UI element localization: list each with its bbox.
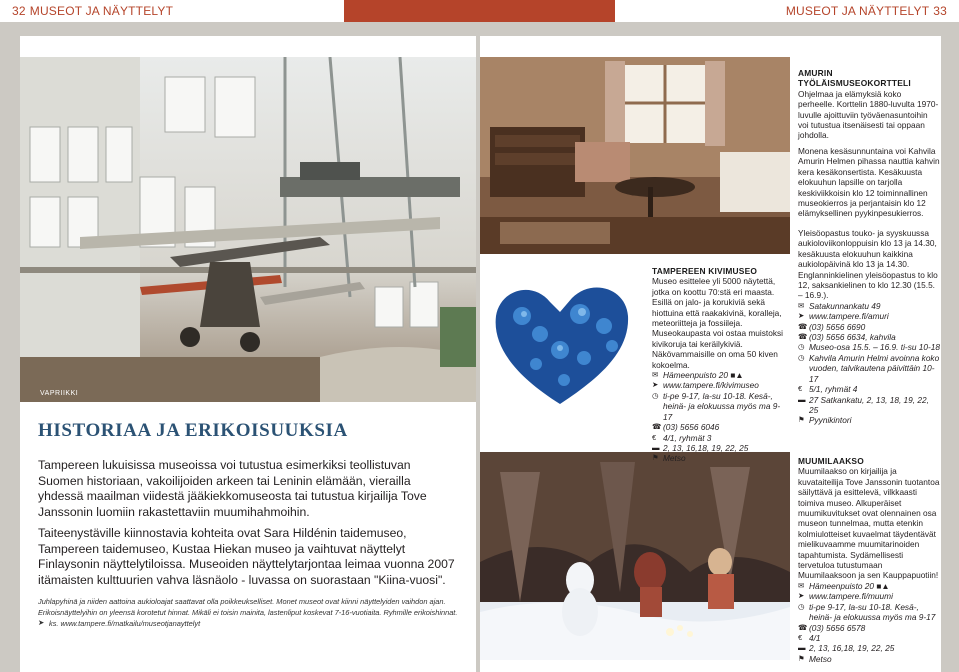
kivimuseo-price: 4/1, ryhmät 3 xyxy=(663,432,712,443)
arrow-link-icon: ➤ xyxy=(798,311,805,321)
right-section-title: MUSEOT JA NÄYTTELYT xyxy=(785,4,930,18)
muumilaakso-parking: Metso xyxy=(809,653,832,664)
amuri-guided-tours: Yleisöopastus touko- ja syyskuussa aukioloviikonloppuisin klo 13 ja 14.30, kesäkuusta elokuuhun kaikkina aukiolopäivinä klo 13 ja 14.30. Englanninkielinen yleisöopastus to klo 12, saksankielinen to klo 12.30 (15.5. – 16.9.). xyxy=(798,228,938,301)
kivimuseo-phone: (03) 5656 6046 xyxy=(663,422,720,433)
amuri-hours1: Museo-osa 15.5. – 16.9. ti-su 10-18 xyxy=(809,342,940,353)
kivimuseo-address: Hämeenpuisto 20 ■▲ xyxy=(663,370,744,381)
phone-icon: ☎ xyxy=(798,321,808,331)
kivimuseo-web-row[interactable] xyxy=(652,380,786,390)
bus-icon: ▬ xyxy=(798,394,806,404)
euro-icon: € xyxy=(798,384,803,394)
amuri-hours1-row xyxy=(798,342,940,352)
amuri-price-row xyxy=(798,384,940,394)
clock-icon: ◷ xyxy=(798,342,805,352)
arrow-link-icon: ➤ xyxy=(652,380,659,390)
arrow-link-icon: ➤ xyxy=(798,591,805,601)
amuri-bus: 27 Satkankatu, 2, 13, 18, 19, 22, 25 xyxy=(809,394,929,415)
footnote-text: Juhlapyhinä ja niiden aattoina aukioloajat saattavat olla poikkeukselliset. Monet museot ovat kiinni näyttelyiden vaihdon ajan. Erikoisnäyttelyihin on yleensä korotetut hinnat. Mikäli ei toisin mainita, lastenliput koskevat 7-16-vuotiaita. Ryhmille erikoishinnat. xyxy=(38,597,458,617)
footnote-link-row[interactable] xyxy=(38,618,463,629)
muumilaakso-parking-row xyxy=(798,654,940,664)
amuri-intro xyxy=(798,68,940,141)
left-page-header xyxy=(12,0,173,22)
muumilaakso-hours: ti-pe 9-17, la-su 10-18. Kesä-, heinä- ja elokuussa myös ma 9-17 xyxy=(809,601,936,623)
kivimuseo-price-row xyxy=(652,433,786,443)
phone-icon: ☎ xyxy=(652,422,662,432)
muumilaakso-title: MUUMILAAKSO xyxy=(798,456,864,466)
muumilaakso-bus-row xyxy=(798,643,940,653)
moomin-diorama-photo xyxy=(480,452,790,660)
muumilaakso-hours-row xyxy=(798,602,940,623)
amuri-room-photo xyxy=(480,57,790,254)
amuri-phone1-row xyxy=(798,322,940,332)
kivimuseo-parking-row xyxy=(652,453,786,463)
flag-icon: ⚑ xyxy=(652,453,659,463)
muumilaakso-phone: (03) 5656 6578 xyxy=(809,622,866,633)
muumilaakso-price: 4/1 xyxy=(809,632,821,643)
kivimuseo-bus-row xyxy=(652,443,786,453)
page-title: HISTORIAA JA ERIKOISUUKSIA xyxy=(38,420,348,441)
muumilaakso-web-link[interactable]: www.tampere.fi/muumi xyxy=(809,591,893,602)
muumilaakso-address-row xyxy=(798,581,940,591)
flag-icon: ⚑ xyxy=(798,653,805,663)
amuri-hours2-row xyxy=(798,353,940,384)
right-page-header xyxy=(786,0,947,22)
kivimuseo-hours-row xyxy=(652,391,786,422)
muumilaakso-description: Muumilaakso on kirjailija ja kuvataiteilija Tove Janssonin tuotantoa säilyttävä ja esittelevä, vilkkaasti toimiva museo. Alkuperäiset muumikuvitukset ovat olennainen osa museon tunnelmaa, mutta etenkin kolmiulotteiset kuvaelmat täydentävät mielikuvaamme muumitarinoiden tapahtumista. Sydämellisesti tervetuloa tutustumaan Muumilaaksoon ja sen Kauppapuotiin! xyxy=(798,466,940,581)
left-section-title: MUSEOT JA NÄYTTELYT xyxy=(29,4,174,18)
mailbox-icon: ✉ xyxy=(652,370,659,380)
muumilaakso-phone-row xyxy=(798,623,940,633)
muumilaakso-price-row xyxy=(798,633,940,643)
amuri-price: 5/1, ryhmät 4 xyxy=(809,384,858,395)
amuri-parking-row xyxy=(798,415,940,425)
amuri-phone1: (03) 5656 6690 xyxy=(809,321,866,332)
footnote xyxy=(38,596,463,629)
museum-hall-photo xyxy=(20,57,476,402)
amuri-phone2-row xyxy=(798,332,940,342)
bus-icon: ▬ xyxy=(652,442,660,452)
phone-icon: ☎ xyxy=(798,622,808,632)
amuri-description: Ohjelmaa ja elämyksiä koko perheelle. Korttelin 1880-luvulta 1970-luvulle ajoittuviin työväenasuntoihin voi tutustua itsenäisesti tai oppaan johdolla. xyxy=(798,88,939,141)
mailbox-icon: ✉ xyxy=(798,300,805,310)
amuri-summer xyxy=(798,146,940,219)
amuri-web-row[interactable] xyxy=(798,311,940,321)
clock-icon: ◷ xyxy=(798,601,805,611)
kivimuseo-phone-row xyxy=(652,422,786,432)
muumilaakso-details xyxy=(798,456,940,664)
amuri-parking: Pyynikintori xyxy=(809,415,852,426)
amuri-web-link[interactable]: www.tampere.fi/amuri xyxy=(809,311,889,322)
clock-icon: ◷ xyxy=(652,390,659,400)
kivimuseo-title: TAMPEREEN KIVIMUSEO xyxy=(652,266,758,276)
kivimuseo-parking: Metso xyxy=(663,453,686,464)
amuri-summer-text: Monena kesäsunnuntaina voi Kahvila Amurin Helmen pihassa nauttia kahvin kera kesäkonsertista. Kesäkuusta elokuuhun lapsille on tarjolla keskiviikkoisin klo 12 toiminnallinen museokierros ja perjantaisin klo 12 elämyksellinen pyykinpesukierros. xyxy=(798,146,940,219)
arrow-link-icon: ➤ xyxy=(38,618,45,627)
kivimuseo-web-link[interactable]: www.tampere.fi/kivimuseo xyxy=(663,380,759,391)
intro-paragraph: Tampereen lukuisissa museoissa voi tutustua esimerkiksi teollistuvan Suomen historiaan, vakoilijoiden arkeen tai Leninin elämään, vierailla yhdessä maailman viidestä jääkiekkomuseosta tai tutustua kirjailija Tove Janssonin luomiin rakastettaviin muumihahmoihin. xyxy=(38,458,427,519)
kivimuseo-hours: ti-pe 9-17, la-su 10-18. Kesä-, heinä- ja elokuussa myös ma 9-17 xyxy=(663,390,781,422)
phone-icon: ☎ xyxy=(798,332,808,342)
right-page-number: 33 xyxy=(933,4,947,18)
kivimuseo-bus: 2, 13, 16,18, 19, 22, 25 xyxy=(663,442,749,453)
kivimuseo-details xyxy=(652,266,786,464)
muumilaakso-bus: 2, 13, 16,18, 19, 22, 25 xyxy=(809,643,895,654)
kivimuseo-address-row xyxy=(652,370,786,380)
euro-icon: € xyxy=(652,432,657,442)
amuri-address: Satakunnankatu 49 xyxy=(809,300,881,311)
photo-credit: VAPRIIKKI xyxy=(40,390,79,397)
euro-icon: € xyxy=(798,632,803,642)
left-page-number: 32 xyxy=(12,4,26,18)
footnote-link[interactable]: ks. www.tampere.fi/matkailu/museotjanayttelyt xyxy=(49,619,201,628)
header-accent-bar xyxy=(344,0,615,22)
amuri-bus-row xyxy=(798,395,940,416)
mailbox-icon: ✉ xyxy=(798,580,805,590)
heart-stone-photo xyxy=(480,254,640,450)
amuri-title-line2: TYÖLÄISMUSEOKORTTELI xyxy=(798,78,911,89)
muumilaakso-address: Hämeenpuisto 20 ■▲ xyxy=(809,580,890,591)
muumilaakso-web-row[interactable] xyxy=(798,591,940,601)
amuri-hours2: Kahvila Amurin Helmi avoinna koko vuoden, talvikautena päivittäin 10-17 xyxy=(809,352,940,384)
amuri-details xyxy=(798,228,940,426)
art-paragraph: Taiteenystäville kiinnostavia kohteita ovat Sara Hildénin taidemuseo, Tampereen taidemuseo, Kustaa Hiekan museo ja vaihtuvat näyttelyt Finlaysonin näyttelytiloissa. Museoiden näyttelytarjontaa leimaa vuonna 2007 itämaisten kulttuurien vahva läsnäolo - luvassa on suorastaan "Kiina-vuosi". xyxy=(38,526,455,587)
clock-icon: ◷ xyxy=(798,352,805,362)
kivimuseo-description: Museo esittelee yli 5000 näytettä, jotka on koottu 70:stä eri maasta. Esillä on jalo- ja korukiviä sekä hiottuina että raakakivinä, koralleja, meteoriitteja ja fossiileja. Museokaupasta voi ostaa muistoksi kivikoruja tai keräilykiviä. Näkövammaisille on oma 50 kiven kokoelma. xyxy=(652,276,783,370)
amuri-address-row xyxy=(798,301,940,311)
amuri-phone2: (03) 5656 6634, kahvila xyxy=(809,332,896,343)
flag-icon: ⚑ xyxy=(798,415,805,425)
amuri-title-line1: AMURIN xyxy=(798,68,833,78)
bus-icon: ▬ xyxy=(798,643,806,653)
